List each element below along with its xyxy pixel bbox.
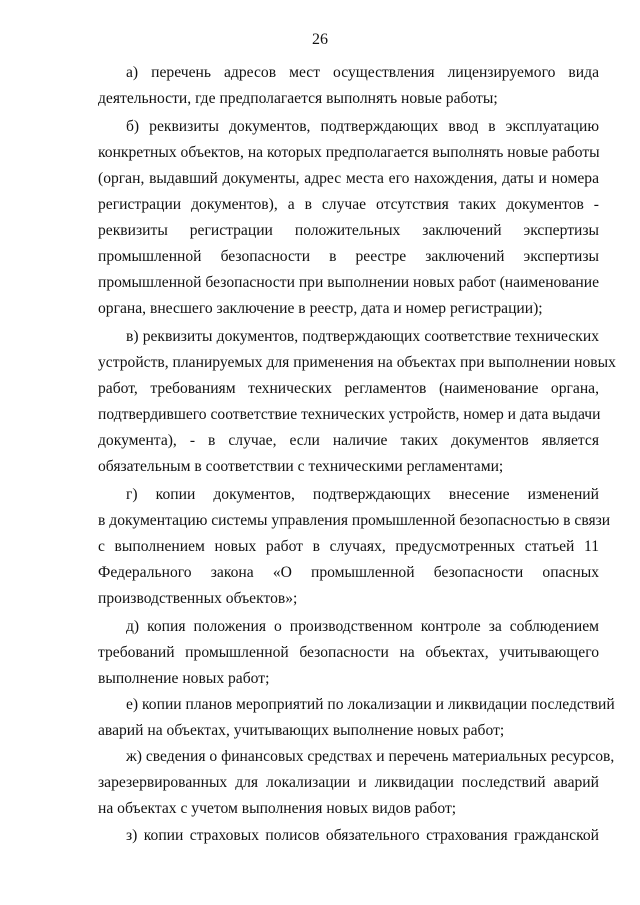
text-line: на объектах с учетом выполнения новых видов работ; (98, 800, 457, 817)
text-line: аварий на объектах, учитывающих выполнение новых работ; (98, 722, 505, 739)
paragraph-g (98, 482, 611, 612)
text-line: конкретных объектов, на которых предполагается выполнять новые работы (98, 144, 600, 161)
paragraph-zh (98, 744, 615, 822)
text-line: промышленной безопасности в реестре заключений экспертизы (98, 248, 599, 265)
paragraph-e (98, 692, 615, 744)
text-line: г) копии документов, подтверждающих внесение изменений (126, 486, 599, 503)
text-line: ж) сведения о финансовых средствах и перечень материальных ресурсов, (126, 748, 615, 765)
text-line: зарезервированных для локализации и ликвидации последствий аварий (98, 774, 599, 791)
text-line: деятельности, где предполагается выполнять новые работы; (98, 90, 498, 107)
text-line: с выполнением новых работ в случаях, предусмотренных статьей 11 (98, 538, 599, 555)
text-line: подтвердившего соответствие технических устройств, номер и дата выдачи (98, 406, 601, 423)
text-line: обязательным в соответствии с техническими регламентами; (98, 458, 504, 475)
text-line: работ, требованиям технических регламентов (наименование органа, (98, 380, 599, 397)
text-line: в документацию системы управления промышленной безопасностью в связи (98, 512, 611, 529)
text-line: а) перечень адресов мест осуществления лицензируемого вида (126, 64, 599, 81)
text-line: документа), - в случае, если наличие таких документов является (98, 432, 599, 449)
text-line: регистрации документов), а в случае отсутствия таких документов - (98, 196, 599, 213)
paragraph-z (98, 823, 599, 849)
text-line: реквизиты регистрации положительных заключений экспертизы (98, 222, 599, 239)
paragraph-d (98, 614, 599, 692)
paragraph-b (98, 114, 599, 322)
paragraph-v (98, 324, 616, 480)
text-line: устройств, планируемых для применения на объектах при выполнении новых (98, 354, 616, 371)
text-line: производственных объектов»; (98, 590, 298, 607)
text-line: е) копии планов мероприятий по локализации и ликвидации последствий (126, 696, 615, 713)
text-line: д) копия положения о производственном контроле за соблюдением (126, 618, 599, 635)
text-line: промышленной безопасности при выполнении новых работ (наименование (98, 274, 600, 291)
text-line: органа, внесшего заключение в реестр, дата и номер регистрации); (98, 300, 543, 317)
text-line: Федерального закона «О промышленной безопасности опасных (98, 564, 599, 581)
text-line: б) реквизиты документов, подтверждающих ввод в эксплуатацию (126, 118, 599, 135)
page-number: 26 (312, 31, 328, 48)
text-line: в) реквизиты документов, подтверждающих соответствие технических (126, 328, 599, 345)
text-line: выполнение новых работ; (98, 670, 270, 687)
text-line: з) копии страховых полисов обязательного страхования гражданской (126, 827, 599, 844)
text-line: требований промышленной безопасности на объектах, учитывающего (98, 644, 599, 661)
paragraph-a (98, 60, 599, 112)
text-line: (орган, выдавший документы, адрес места его нахождения, даты и номера (98, 170, 599, 187)
